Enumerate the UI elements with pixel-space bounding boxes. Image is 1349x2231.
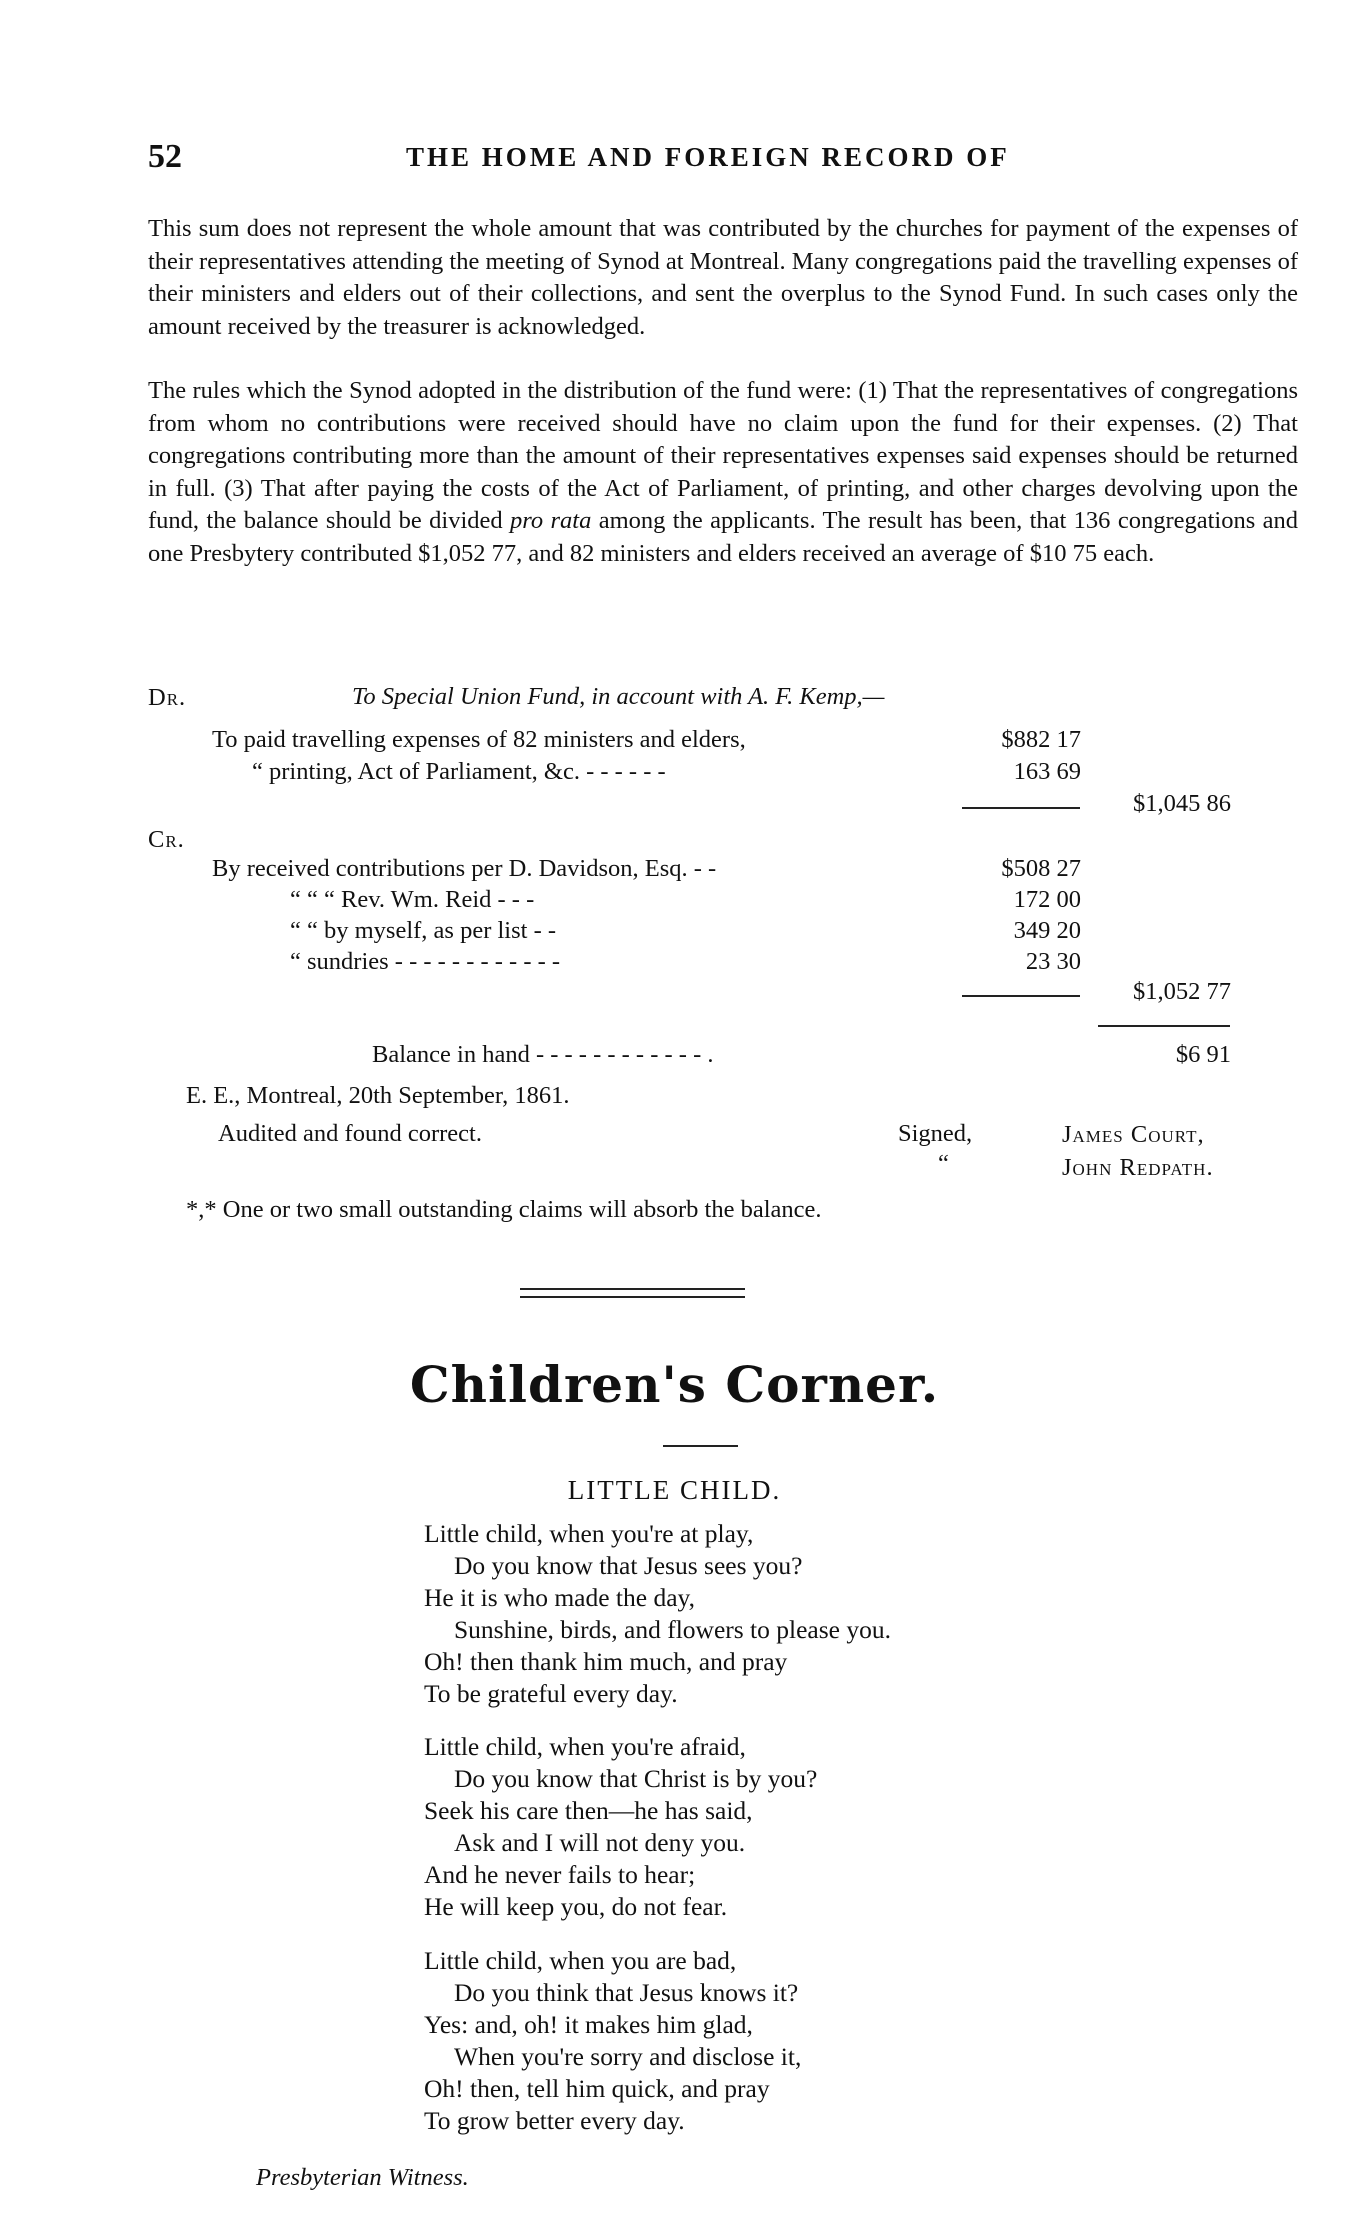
section-divider-bottom [520,1296,745,1298]
verse-line: Oh! then, tell him quick, and pray [424,2074,770,2103]
verse-line: Oh! then thank him much, and pray [424,1647,788,1676]
verse-line: Do you think that Jesus knows it? [454,1978,799,2007]
audited-line: Audited and found correct. [218,1120,482,1147]
credit-line-myself: “ “ by myself, as per list - - [290,917,557,944]
signer-james-court: James Court, [1062,1121,1205,1148]
paragraph-contributions: This sum does not represent the whole amount that was contributed by the churches for payment of the expenses of their representatives attending the meeting of Synod at Montreal. Many congregations paid the travelling expenses of their ministers and elders out of their collections, and sent the overplus to the Synod Fund. In such cases only the amount received by the treasurer is acknowledged. [148,215,1298,340]
section-title: Children's Corner. [409,1355,940,1414]
verse-line: Do you know that Christ is by you? [454,1764,818,1793]
verse-line: He will keep you, do not fear. [424,1892,728,1921]
signer-john-redpath: John Redpath. [1062,1154,1214,1181]
verse-line: Do you know that Jesus sees you? [454,1551,803,1580]
verse-line: He it is who made the day, [424,1583,695,1612]
credit-amount-sundries: 23 30 [1025,948,1081,975]
balance-line: Balance in hand - - - - - - - - - - - - . [372,1041,714,1068]
account-heading: To Special Union Fund, in account with A. F. Kemp,— [352,683,885,710]
credit-total: $1,052 77 [1133,978,1231,1005]
balance-amount: $6 91 [1175,1041,1231,1068]
debit-amount-travelling: $882 17 [1001,726,1081,753]
paragraph-rules-text-1: The rules which the Synod adopted in the distribution of the fund were: (1) That the representatives of congregations from whom no contributions were received should have no claim upon the fund for their expenses. (2) That congregations contributing more than the amount of their representatives expenses said expenses should be returned in full. (3) That after paying the costs of the Act of Parliament, of printing, and other charges devolving upon the fund, the balance should be divided [148,377,1298,534]
verse-line: Little child, when you're afraid, [424,1732,746,1761]
page-header [148,138,1258,178]
page-number: 52 [148,138,182,175]
verse-line: Little child, when you're at play, [424,1519,754,1548]
ditto-mark: “ [938,1150,949,1177]
paragraph-rules-text-2: among the applicants. The result has been, that 136 congregations and one Presbytery contributed $1,052 77, and 82 ministers and elders received an average of $10 75 each. [148,507,1298,567]
credit-line-sundries: “ sundries - - - - - - - - - - - - [290,948,561,975]
title-rule [663,1445,738,1447]
signed-label: Signed, [898,1120,973,1147]
credit-amount-reid: 172 00 [1013,886,1081,913]
debit-subtotal-rule [962,807,1080,809]
total-rule [1098,1025,1230,1027]
verse-line: Yes: and, oh! it makes him glad, [424,2010,753,2039]
verse-line: Sunshine, birds, and flowers to please you. [454,1615,891,1644]
credit-line-davidson: By received contributions per D. Davidson, Esq. - - [212,855,717,882]
credit-amount-myself: 349 20 [1013,917,1081,944]
debit-amount-printing: 163 69 [1013,758,1081,785]
credit-subtotal-rule [962,995,1080,997]
poem-source: Presbyterian Witness. [256,2164,469,2191]
debit-total: $1,045 86 [1133,790,1231,817]
verse-line: When you're sorry and disclose it, [454,2042,802,2071]
verse-line: Ask and I will not deny you. [454,1828,746,1857]
section-divider-top [520,1288,745,1290]
footnote: *,* One or two small outstanding claims will absorb the balance. [186,1196,822,1223]
verse-line: To grow better every day. [424,2106,685,2135]
verse-line: To be grateful every day. [424,1679,678,1708]
debit-line-printing: “ printing, Act of Parliament, &c. - - - - - - [252,758,666,785]
verse-line: And he never fails to hear; [424,1860,696,1889]
debit-label: Dr. [148,684,187,711]
paragraph-rules-italic: pro rata [510,507,592,534]
credit-amount-davidson: $508 27 [1001,855,1081,882]
debit-line-travelling: To paid travelling expenses of 82 ministers and elders, [212,726,746,753]
credit-line-reid: “ “ “ Rev. Wm. Reid - - - [290,886,535,913]
verse-line: Seek his care then—he has said, [424,1796,753,1825]
running-head: THE HOME AND FOREIGN RECORD OF [406,142,1010,172]
poem-title: LITTLE CHILD. [567,1475,782,1505]
paragraph-rules [148,375,1298,570]
dated-line: E. E., Montreal, 20th September, 1861. [186,1082,570,1109]
credit-label: Cr. [148,826,185,853]
verse-line: Little child, when you are bad, [424,1946,737,1975]
